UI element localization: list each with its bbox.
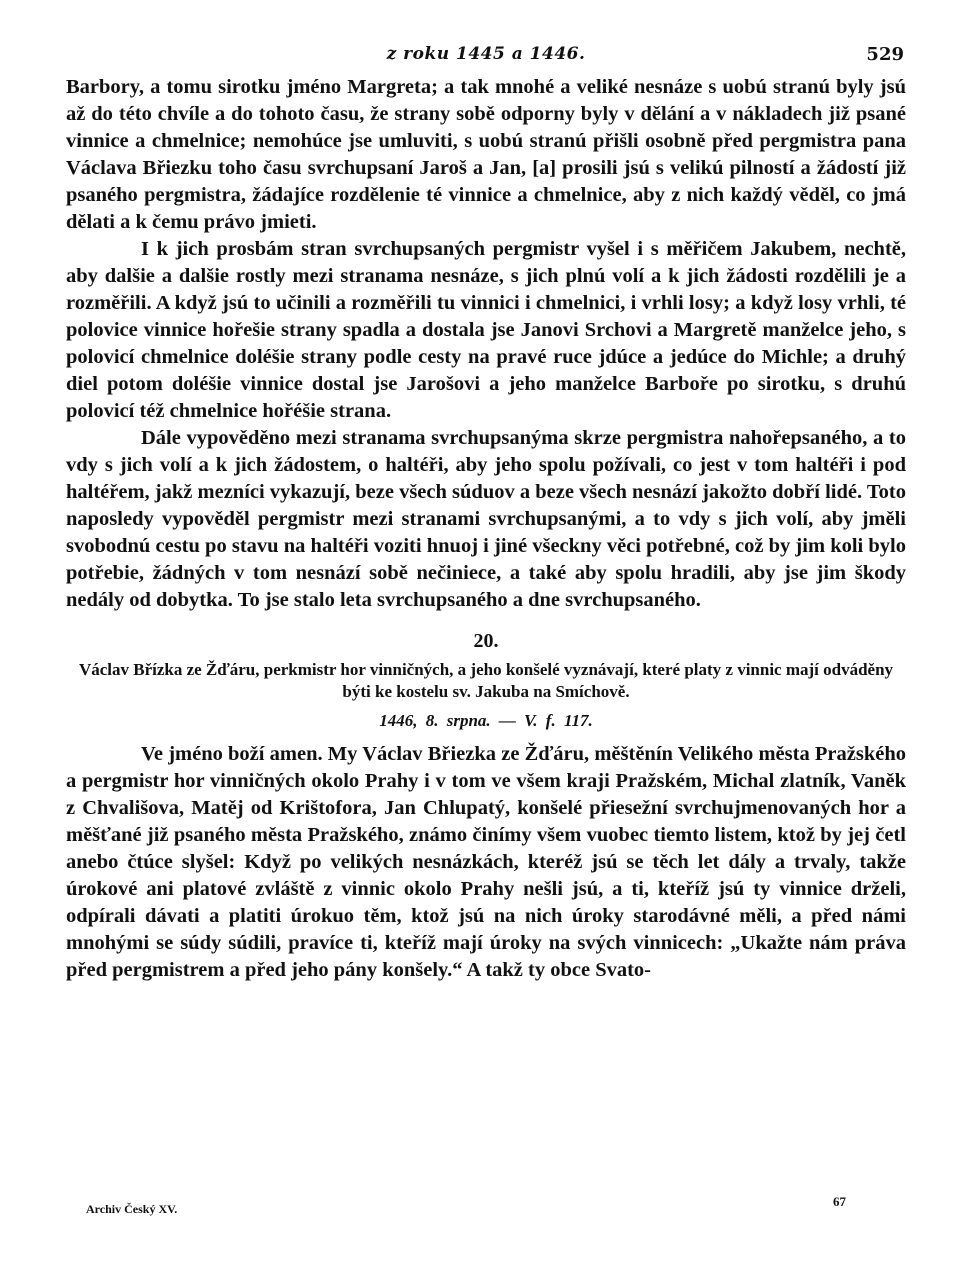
running-head: z roku 1445 a 1446. [386,44,586,64]
document-number: 20. [473,630,499,652]
footer-source: Archiv Český XV. [86,1202,178,1216]
document-date: 1446, 8. srpna. — V. f. 117. [379,711,593,730]
paragraph-2: I k jich prosbám stran svrchupsaných pergmistr vyšel i s měřičem Jakubem, nechtě, aby dalšie a dalšie rostly mezi stranama nesnáze, s jich plnú volí a k jich žádosti rozdělili je a rozměřili. A když jsú to učinili a rozměřili tu vinnici i chmelnici, i vrhli losy; a když losy vrhli, té polovice vinnice hořešie strany spadla a dostala jse Janovi Srchovi a Margretě manželce jeho, s polovicí chmelnice doléšie strany podle cesty na pravé ruce jdúce a jedúce do Michle; a druhý diel potom doléšie vinnice dostal jse Jarošovi a jeho manželce Barboře po sirotku, s druhú polovicí též chmelnice hořéšie strana. [66,238,906,422]
signature-mark: 67 [833,1194,846,1209]
page-footer [86,1194,846,1217]
paragraph-1: Barbory, a tomu sirotku jméno Margreta; a tak mnohé a veliké nesnáze s uobú stranú byly jsú až do této chvíle a do tohoto času, že strany sobě odporny byly v dělání a v nákladech již psané vinnice a chmelnice; nemohúce jse umluviti, s uobú stranú přišli osobně před pergmistra pana Václava Břiezku toho času svrchupsaní Jaroš a Jan, [a] prosili jsú s velikú pilností a žádostí již psaného pergmistra, žádajíce rozdělenie té vinnice a chmelnice, aby z nich každý věděl, co jmá dělati a k čemu právo jmieti. [66,76,906,233]
page-header [66,44,906,74]
document-summary: Václav Břízka ze Žďáru, perkmistr hor vinničných, a jeho konšelé vyznávají, které platy z vinnic mají odváděny býti ke kostelu sv. Jakuba na Smíchově. [78,660,894,701]
document-text: Ve jméno boží amen. My Václav Břiezka ze Žďáru, měštěnín Velikého města Pražského a pergmistr hor vinničných okolo Prahy i v tom ve všem kraji Pražském, Michal zlatník, Vaněk z Chvališova, Matěj od Krištofora, Jan Chlupatý, konšelé přiesežní svrchujmenovaných hor a měšťané již psaného města Pražského, známo činímy všem vuobec tiemto listem, ktož by jej četl anebo čtúce slyšel: Když po velikých nesnázkách, kteréž jsú se těch let dály a trvaly, takže úrokové ani platové zvláště z vinnic okolo Prahy nešli jsú, a ti, kteříž jsú ty vinnice drželi, odpírali dávati a platiti úrokuo těm, ktož jsú na nich úroky starodávné měli, a před námi mnohými se súdy súdili, pravíce ti, kteříž mají úroky na svých vinnicech: „Ukažte nám práva před pergmistrem a před jeho pány konšely.“ A takž ty obce Svato- [66,743,906,981]
document-page [66,44,906,1264]
paragraph-3: Dále vypověděno mezi stranama svrchupsanýma skrze pergmistra nahořepsaného, a to vdy s jich volí a k jich žádostem, o haltéři, aby jeho spolu požívali, co jest v tom haltéři i pod haltéřem, jakž mezníci vykazují, beze všech súduov a beze všech nesnází jakožto dobří lidé. Toto naposledy vypověděl pergmistr mezi stranami svrchupsanými, a to vdy s jich volí, aby jměli svobodnú cestu po stavu na haltéři voziti hnuoj i jiné všeckny věci potřebné, což by jim koli bylo potřebie, žádných v tom nesnází sobě nečiniece, a také aby spolu hradili, aby jse jim škody nedály od dobytka. To jse stalo leta svrchupsaného a dne svrchupsaného. [66,427,906,611]
page-number: 529 [866,44,904,65]
